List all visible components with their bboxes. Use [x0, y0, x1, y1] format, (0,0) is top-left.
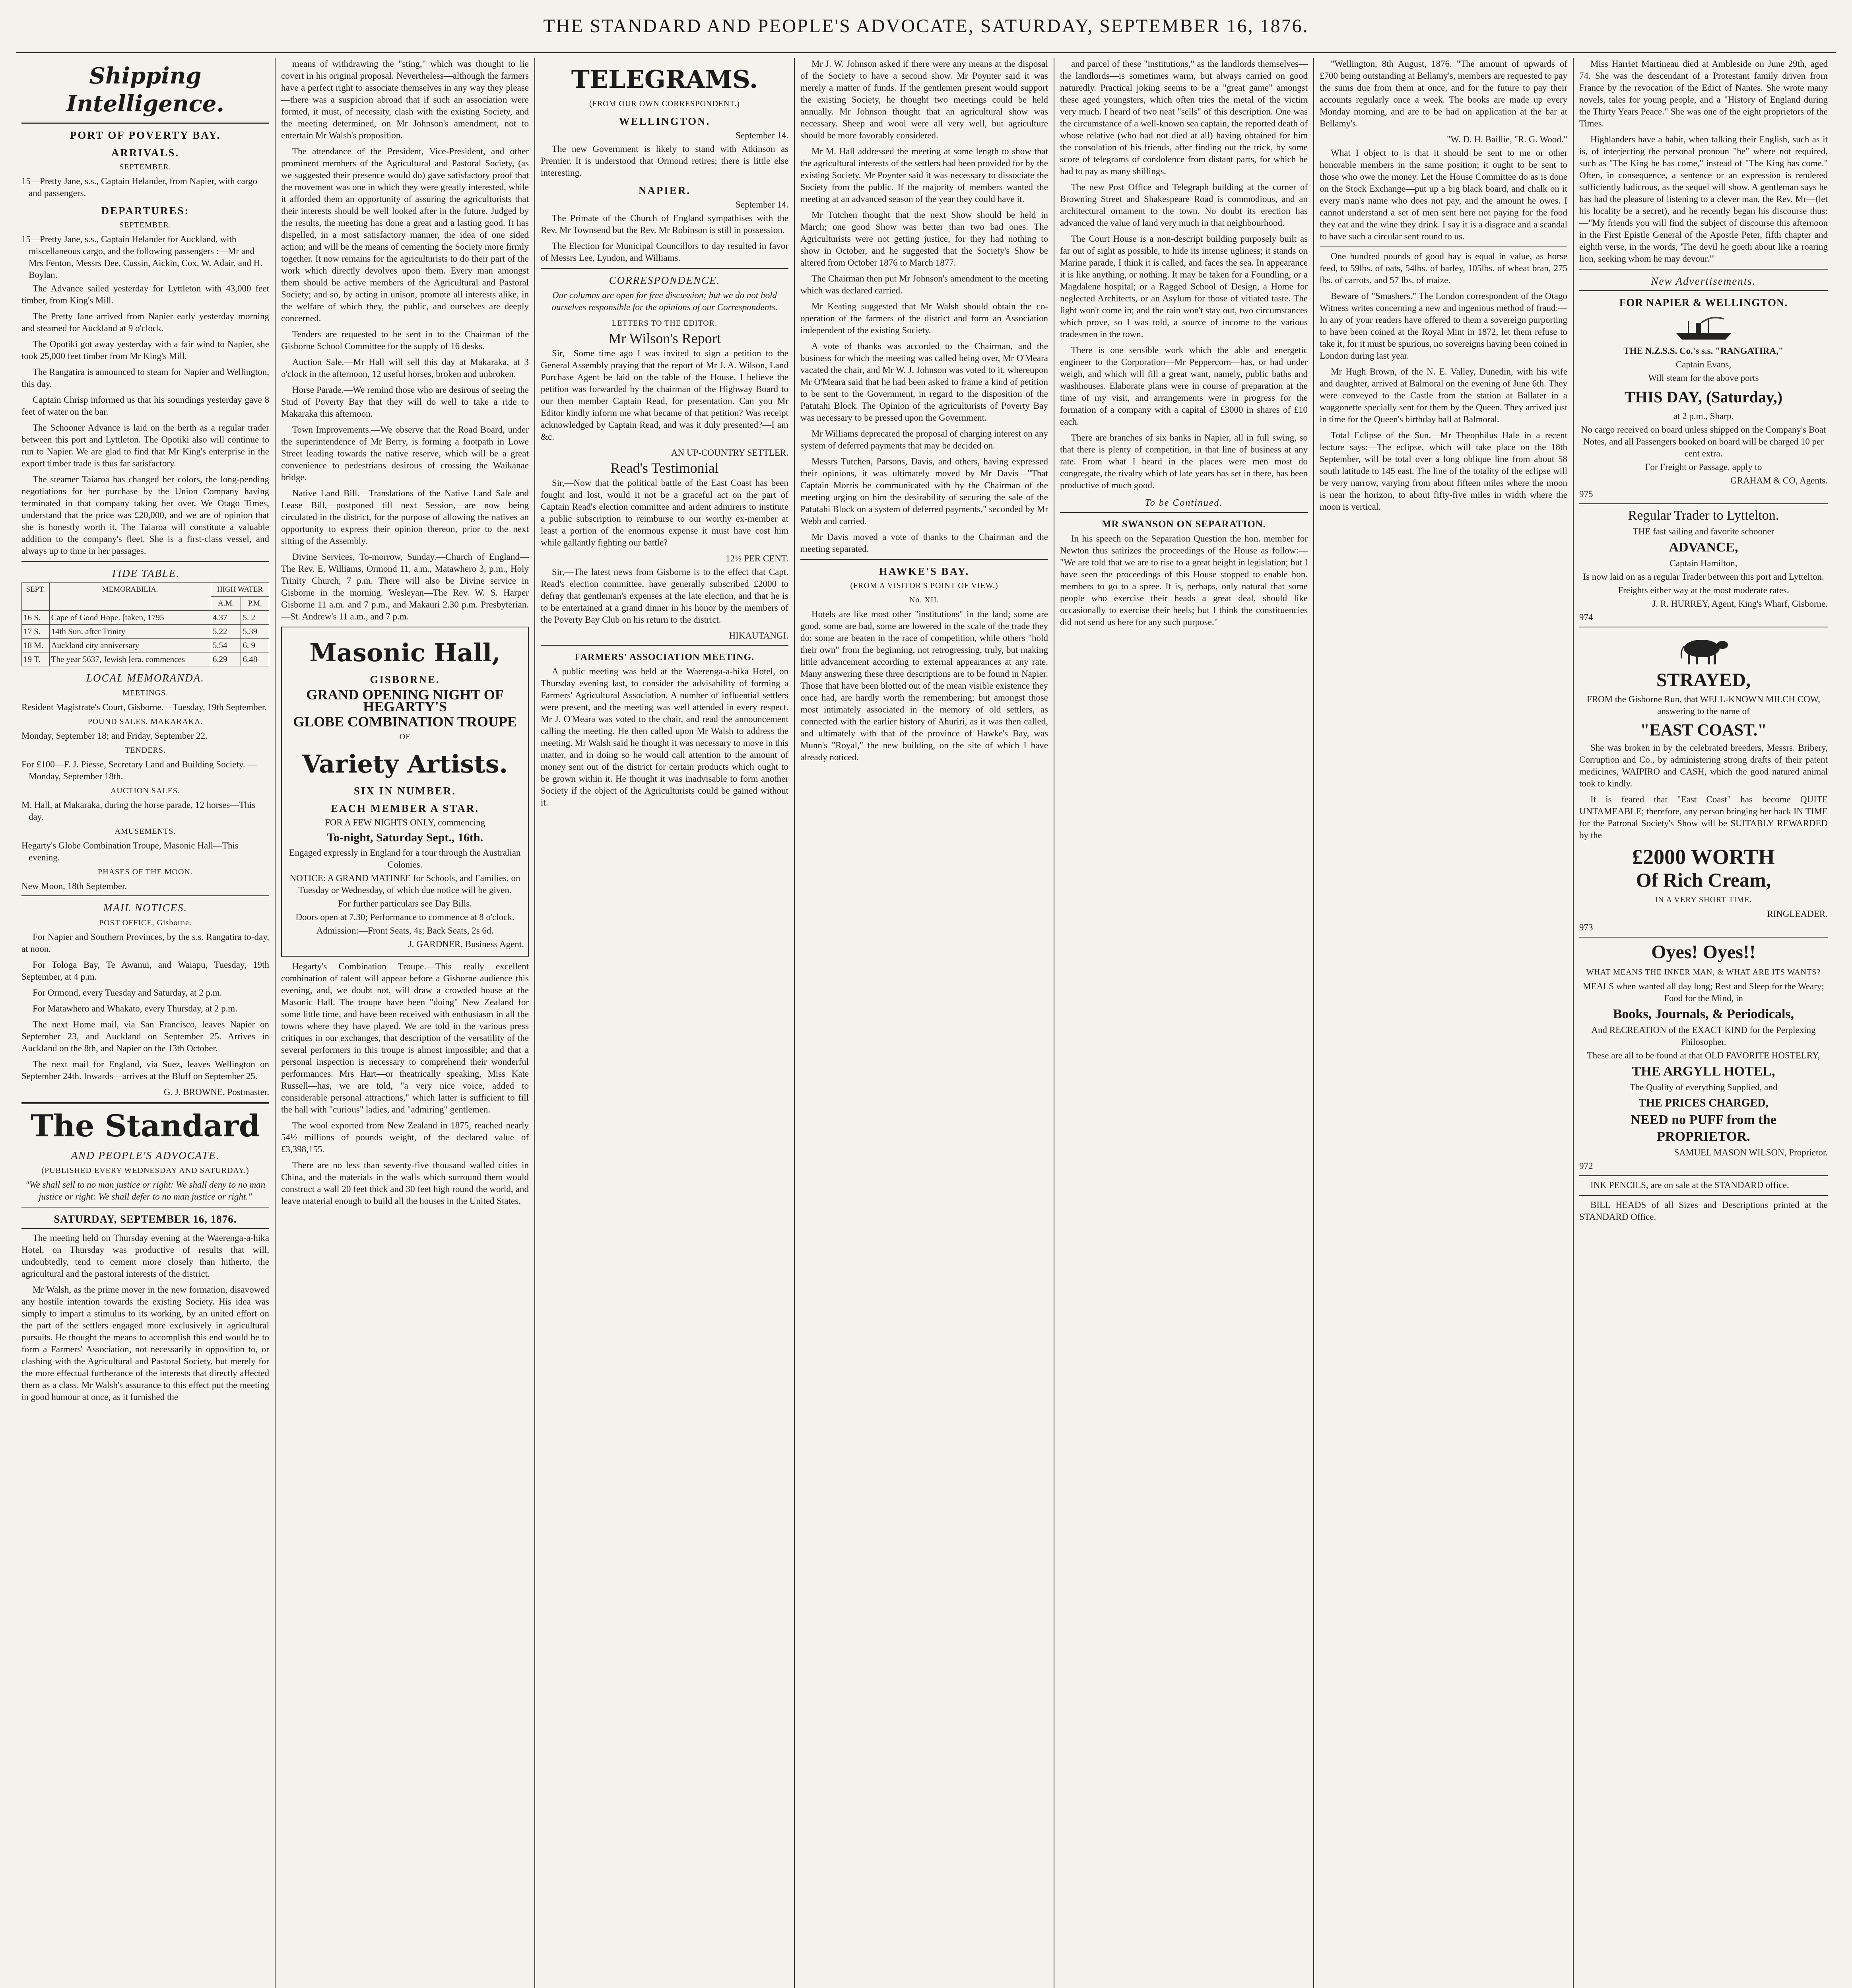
- shipping-news: The Schooner Advance is laid on the berth as a regular trader between this port and Lyttleton. The Opotiki also will continue to run to Napier. We are glad to find that Mr King's enterprise in the export timber trade is thus far satisfactory.: [21, 423, 269, 468]
- wellington-heading: WELLINGTON.: [619, 115, 711, 127]
- ad-text: It is feared that "East Coast" has become QUITE UNTAMEABLE; therefore, any person bringing her back IN TIME for the Patronal Society's Show will be SUITABLY REWARDED by the: [1579, 794, 1828, 840]
- divider: [21, 561, 269, 562]
- tide-table-heading: TIDE TABLE.: [111, 567, 180, 579]
- ad-books: Books, Journals, & Periodicals,: [1613, 1007, 1794, 1021]
- article-paragraph: There are no less than seventy-five thousand walled cities in China, and the materials in the walls which surround them would construct a wall 20 feet thick and 30 feet high round the world, and leave material enough to build all the houses in the United States.: [281, 1160, 529, 1206]
- ad-cream: Of Rich Cream,: [1636, 869, 1771, 891]
- ad-place: GISBORNE.: [370, 674, 440, 685]
- table-row: [22, 652, 269, 666]
- ad-bills: For further particulars see Day Bills.: [338, 899, 472, 909]
- article-paragraph: The wool exported from New Zealand in 1875, reached nearly 54½ millions of pounds weight, of the declared value of £3,398,155.: [281, 1120, 529, 1154]
- mail-notices-heading: MAIL NOTICES.: [103, 902, 188, 914]
- shipping-news: The Advance sailed yesterday for Lyttleton with 43,000 feet timber, from King's Mill.: [21, 283, 269, 305]
- ad-of: OF: [399, 732, 411, 741]
- ad-opening: GRAND OPENING NIGHT OF HEGARTY'S: [306, 687, 504, 714]
- ad-rates: Freights either way at the most moderate rates.: [1618, 585, 1789, 595]
- columns: [16, 58, 1836, 1988]
- advance-advertisement: [1579, 507, 1828, 623]
- shipping-title: Shipping Intelligence.: [66, 63, 224, 117]
- letter-text: Sir,—Now that the political battle of the East Coast has been fought and lost, would it not be a graceful act on the part of Captain Read's election committee and ardent admirers to institute a public subscription to reimburse to our worthy ex-member at least a portion of the enormous expense it must have cost him while gallantly fighting our battle?: [541, 478, 788, 547]
- article-paragraph: and parcel of these "institutions," as the landlords themselves—the landlords—is sometimes warm, but always carried on good naturedly. Practical joking seems to be a "great game" amongst these aged youngsters, which often tries the metal of the victim very much. I heard of two neat "sells" of this description. One was the circumstance of a well-known sea captain, the reported death of whose relative (who had not died at all) having obtained for him the consolation of his friends, after finding out the trick, by some score of telegrams of condolence from distant parts, for which he had to pay as many shillings.: [1060, 59, 1308, 176]
- ad-reward: £2000 WORTH: [1632, 845, 1775, 869]
- strayed-advertisement: [1579, 631, 1828, 934]
- ad-number: 974: [1579, 612, 1593, 622]
- ad-star: EACH MEMBER A STAR.: [330, 802, 480, 814]
- article-paragraph: A vote of thanks was accorded to the Chairman, and the business for which the meeting was called being over, Mr O'Meara vacated the chair, and Mr W. J. Johnson was voted to it, whereupon Mr O'Meara said that he had been asked to frame a kind of petition to be sent to the Government, in regard to the disposition of the Patutahi Block. The Opinion of the agriculturists of Poverty Bay was necessary to be pressed upon the Government.: [800, 341, 1048, 423]
- arrivals-month: SEPTEMBER.: [119, 163, 171, 171]
- farmers-heading: FARMERS' ASSOCIATION MEETING.: [575, 652, 755, 662]
- tide-header-memorabilia: MEMORABILIA.: [49, 583, 211, 611]
- ad-time: at 2 p.m., Sharp.: [1673, 411, 1734, 421]
- table-cell: 16 S.: [22, 611, 50, 625]
- dateline: September 14.: [736, 130, 788, 140]
- divider: [21, 1228, 269, 1229]
- divider: [1579, 1175, 1828, 1176]
- article-paragraph: Total Eclipse of the Sun.—Mr Theophilus Hale in a recent lecture says:—The eclipse, which will take place on the 18th September, will be total over a long oblique line from about 58 south latitude to 145 east. The line of the totality of the eclipse will be very narrow, varying from about fifteen miles where the moon is near the horizon, to about fifty-five miles in width where the moon is vertical.: [1320, 430, 1567, 512]
- column-7: [1574, 58, 1833, 1988]
- telegram-text: The Election for Municipal Councillors to day resulted in favor of Messrs Lee, Lyndon, and Williams.: [541, 241, 788, 263]
- column-6: [1314, 58, 1574, 1988]
- divider: [1579, 290, 1828, 291]
- table-row: [22, 625, 269, 639]
- mail-entry: The next mail for England, via Suez, leaves Wellington on September 24th. Inwards—arrives at the Bluff on September 25.: [21, 1059, 269, 1081]
- ad-tonight: To-night, Saturday Sept., 16th.: [326, 831, 483, 844]
- article-paragraph: Hegarty's Combination Troupe.—This really excellent combination of talent will appear before a Gisborne audience this evening, and, we doubt not, will draw a crowded house at the Masonic Hall. The troupe have been "doing" New Zealand for some little time, and have been received with enthusiasm in all the towns where they have played. We are told in the various press critiques in our exchanges, that description of the versatility of the several performers in this troupe is almost impossible; and that a personal inspection is necessary to comprehend their wonderful performances. Mrs Hart—or theatrically speaking, Miss Kate Russell—has, we are told, "a very nice voice, added to considerable personal attractions," which latter is sufficient to fill the hall with "curious" ladies, and "admiring" gentlemen.: [281, 961, 529, 1114]
- table-cell: 4.37: [211, 611, 241, 625]
- telegrams-heading: TELEGRAMS.: [571, 65, 758, 94]
- letter-signature: 12½ PER CENT.: [725, 553, 788, 563]
- divider: [21, 1102, 269, 1104]
- telegram-text: The new Government is likely to stand with Atkinson as Premier. It is understood that Ormond retires; there is little else interesting.: [541, 144, 788, 178]
- memoranda-entry: Monday, September 18; and Friday, September 22.: [21, 731, 208, 741]
- divider: [1579, 269, 1828, 270]
- divider: [1060, 512, 1308, 513]
- local-memoranda-heading: LOCAL MEMORANDA.: [86, 672, 204, 684]
- tide-header-pm: P.M.: [241, 597, 269, 611]
- ad-text: She was broken in by the celebrated breeders, Messrs. Bribery, Corruption and Co., by administering strong drafts of their patent medicines, WAIPIRO and CASH, which the good natured animal took to kindly.: [1579, 743, 1828, 788]
- local-news: Auction Sale.—Mr Hall will sell this day at Makaraka, at 3 o'clock in the afternoon, 12 useful horses, broken and unbroken.: [281, 357, 529, 379]
- memoranda-entry: New Moon, 18th September.: [21, 881, 127, 891]
- ad-doors: Doors open at 7.30; Performance to commence at 8 o'clock.: [295, 912, 514, 922]
- table-cell: 17 S.: [22, 625, 50, 639]
- dateline: September 14.: [736, 200, 788, 210]
- column-5: [1054, 58, 1314, 1988]
- article-paragraph: Highlanders have a habit, when talking their English, such as it is, of interjecting the personal pronoun "he" where not required, such as "The King he has come," instead of "The King has come." Often, in consequence, a sentence or an expression is rendered sufficiently ludicrous, as the sequel will show. A gentleman says he has had the pleasure of listening to a clever man, the Rev. Mr—(let his locality be a secret), and he recently began his discourse thus:—"My friends you will find the subject of discourse this afternoon in the First Epistle General of the Apostle Peter, fifth chapter and eighth verse, in the words, 'The devil he goeth about like a roaring lion, seeking whom he may devour.'": [1579, 134, 1828, 264]
- ad-agent: GRAHAM & CO, Agents.: [1730, 476, 1828, 485]
- arrivals-heading: ARRIVALS.: [111, 147, 180, 159]
- tide-table: [21, 582, 269, 666]
- table-cell: 5.22: [211, 625, 241, 639]
- meetings-heading: MEETINGS.: [122, 689, 169, 697]
- leader-paragraph: The meeting held on Thursday evening at the Waerenga-a-hika Hotel, on Thursday was productive of results that will, undoubtedly, tend to cement more closely than hitherto, the agricultural and the pastoral interests of the district.: [21, 1233, 269, 1279]
- ad-meals: MEALS when wanted all day long; Rest and Sleep for the Weary; Food for the Mind, in: [1583, 981, 1824, 1003]
- shipping-news: The Rangatira is announced to steam for Napier and Wellington, this day.: [21, 367, 269, 389]
- article-paragraph: "Wellington, 8th August, 1876. "The amount of upwards of £700 being outstanding at Bellamy's, members are requested to pay the sums due from them at once, and for the future to pay their accounts regularly once a week. The books are made up every Monday morning, and are to be had on application at the bar at Bellamy's.: [1320, 59, 1567, 128]
- article-paragraph: Mr M. Hall addressed the meeting at some length to show that the agricultural interests of the settlers had been provided for by the existing Society. Mr Poynter said it was necessary to dissociate the Society from the public. If the majority of members wanted the meeting at an advanced season of the year they could have it.: [800, 146, 1048, 204]
- tide-header-am: A.M.: [211, 597, 241, 611]
- article-paragraph: Hotels are like most other "institutions" in the land; some are good, some are bad, some are lowered in the scale of the trade they do; some are beaten in the race of competition, while others "hold their own" from the beginning, not retrogressing, truly, but making little advancement according to external appearances at any rate. Many answering these three descriptions are to be found in Napier. Those that have been blotted out of the mean visible existence they once had, are hardly worth the remembering; but amongst those most intimately associated in the memory of old settlers, as connected with the earlier history of Ahuriri, as it was then called, and ultimately with that of the province of Hawke's Bay, was Munn's "Royal," the new building, on the site of which I have already noticed.: [800, 609, 1048, 762]
- departures-heading: DEPARTURES:: [101, 205, 190, 217]
- table-cell: 6. 9: [241, 639, 269, 652]
- ad-variety: Variety Artists.: [302, 749, 508, 779]
- ad-admission: Admission:—Front Seats, 4s; Back Seats, 2s 6d.: [316, 926, 494, 936]
- ad-agent: J. GARDNER, Business Agent.: [408, 939, 524, 949]
- article-paragraph: Beware of "Smashers." The London correspondent of the Otago Witness writes concerning a new and ingenious method of fraud:—In any of your readers have offered to them a sovereign purporting to have been coined at the Royal Mint in 1872, let them refuse to take it, for it must be spurious, no sovereigns having been coined in London during last year.: [1320, 291, 1567, 361]
- table-cell: 5.54: [211, 639, 241, 652]
- amusements-heading: AMUSEMENTS.: [115, 827, 176, 836]
- article-paragraph: One hundred pounds of good hay is equal in value, as horse feed, to 59lbs. of oats, 54lbs. of barley, 105lbs. of wheat bran, 275 lbs. of carrots, and 57 lbs. of maize.: [1320, 251, 1567, 285]
- leader-paragraph: Mr Walsh, as the prime mover in the new formation, disavowed any hostile intention towards the existing Society. His idea was simply to impart a stimulus to its working, by an united effort on the part of the settlers engaged more exclusively in agricultural pursuits. He thought the means to accomplish this end would be to form a Farmers' Association, not necessarily in opposition to, or clashing with the Agricultural and Pastoral Society, but merely for the more effectual furtherance of the interests that directly affected them as a class. Mr Walsh's assurance to this effect put the meeting in good humour at once, as it furnished the: [21, 1285, 269, 1402]
- masonic-hall-advertisement: [281, 627, 529, 957]
- paper-motto: "We shall sell to no man justice or right: We shall deny to no man justice or right: We shall defer to no man justice or right.": [25, 1180, 266, 1202]
- ad-number: 973: [1579, 922, 1593, 932]
- post-office-heading: POST OFFICE, Gisborne.: [99, 918, 192, 927]
- paper-publication-note: (PUBLISHED EVERY WEDNESDAY AND SATURDAY.): [41, 1166, 249, 1175]
- ad-freight: For Freight or Passage, apply to: [1645, 462, 1762, 472]
- local-news: Native Land Bill.—Translations of the Native Land Sale and Lease Bill,—postponed till next Session,—are now being circulated in the district, for the purpose of allowing the natives an opportunity to express their opinion thereon, prior to the next sitting of the Assembly.: [281, 488, 529, 546]
- article-paragraph: Mr Keating suggested that Mr Walsh should obtain the co-operation of the farmers of the district and form an Association independent of the existing Society.: [800, 301, 1048, 335]
- article-paragraph: What I object to is that it should be sent to me or other honorable members in the same position; it ought to be sent to those who owe the money. Let the House Committee do as is done on the Stock Exchange—put up a big black board, and chalk on it every man's name who does not pay, and the amount he owes. I cannot understand a set of men sent here not paying for the food they eat and the wine they drink. I say it is a disgrace and a scandal to have such a circular sent round to us.: [1320, 148, 1567, 241]
- tide-header-high-water: HIGH WATER: [211, 583, 269, 597]
- table-row: [22, 639, 269, 652]
- ad-short: IN A VERY SHORT TIME.: [1655, 895, 1752, 904]
- article-paragraph: The attendance of the President, Vice-President, and other prominent members of the Agricultural and Pastoral Society, (as we suggested their presence would do) gave satisfactory proof that the movement was one in which they were greatly interested, while it afforded them an opportunity of assuring the agriculturists that their interests should be well looked after in the future. Judged by the results, the meeting has done a great and a lasting good. It has dispelled, in a most satisfactory manner, the idea of one sided action; and will be the means of cementing the Society more firmly together. It now remains for the agriculturists to do their part of the work which directly devolves upon them. Every man amongst them should be active members of the Agricultural and Pastoral Society; and so, by acting in unison, promote all interests alike, in the welfare of which they, the public, and ourselves are deeply concerned.: [281, 146, 529, 323]
- ad-number: 972: [1579, 1161, 1593, 1171]
- local-news: Tenders are requested to be sent in to the Chairman of the Gisborne School Committee for the supply of 16 desks.: [281, 329, 529, 351]
- telegrams-subheading: (FROM OUR OWN CORRESPONDENT.): [589, 99, 740, 108]
- ad-text: FROM the Gisborne Run, that WELL-KNOWN MILCH COW, answering to the name of: [1586, 694, 1821, 716]
- notice-signature: "W. D. H. Baillie, "R. G. Wood.": [1447, 134, 1567, 144]
- ad-puff: NEED no PUFF from the: [1631, 1112, 1776, 1127]
- ad-leave: Will steam for the above ports: [1648, 373, 1759, 383]
- ad-troupe: GLOBE COMBINATION TROUPE: [293, 714, 517, 730]
- argyll-hotel-advertisement: [1579, 941, 1828, 1172]
- mail-entry: For Matawhero and Whakato, every Thursday, at 2 p.m.: [33, 1004, 238, 1013]
- article-paragraph: Mr Davis moved a vote of thanks to the Chairman and the meeting separated.: [800, 532, 1048, 554]
- ad-title: STRAYED,: [1656, 670, 1751, 691]
- ad-notice: NOTICE: A GRAND MATINEE for Schools, and Families, on Tuesday or Wednesday, of which due notice will be given.: [289, 873, 520, 895]
- moon-heading: PHASES OF THE MOON.: [98, 868, 193, 876]
- port-heading: PORT OF POVERTY BAY.: [70, 129, 221, 141]
- ad-six: SIX IN NUMBER.: [353, 785, 456, 797]
- column-1: [16, 58, 276, 1988]
- departures-month: SEPTEMBER.: [119, 221, 171, 229]
- ad-engaged: Engaged expressly in England for a tour through the Australian Colonies.: [289, 848, 521, 870]
- table-cell: 6.29: [211, 652, 241, 666]
- mail-entry: For Tologa Bay, Te Awanui, and Waiapu, Tuesday, 19th September, at 4 p.m.: [21, 960, 269, 982]
- mail-entry: For Napier and Southern Provinces, by the s.s. Rangatira to-day, at noon.: [21, 932, 269, 954]
- table-cell: The year 5637, Jewish [era. commences: [49, 652, 211, 666]
- correspondence-note: Our columns are open for free discussion; but we do not hold ourselves responsible for the opinions of our Correspondents.: [551, 290, 778, 312]
- shipping-news: Captain Chrisp informed us that his soundings yesterday gave 8 feet of water on the bar.: [21, 395, 269, 417]
- ad-signature: SAMUEL MASON WILSON, Proprietor.: [1674, 1147, 1828, 1157]
- ad-day: THIS DAY, (Saturday,): [1624, 388, 1783, 406]
- ad-question: WHAT MEANS THE INNER MAN, & WHAT ARE ITS WANTS?: [1586, 968, 1821, 977]
- hawkes-bay-subheading: (FROM A VISITOR'S POINT OF VIEW.): [850, 581, 998, 590]
- article-paragraph: Mr Williams deprecated the proposal of charging interest on any system of deferred payments that may be decided on.: [800, 429, 1048, 450]
- local-news: Town Improvements.—We observe that the Road Board, under the superintendence of Mr Berry, is forming a footpath in Lowe Street leading towards the native reserve, which will be a great convenience to pedestrians desirous of crossing the Waikanae bridge.: [281, 425, 529, 482]
- memoranda-entry: M. Hall, at Makaraka, during the horse parade, 12 horses—This day.: [21, 800, 256, 822]
- article-paragraph: The Court House is a non-descript building purposely built as far out of sight as possible, to hide its intense ugliness; it stands on Marine parade, I think it is called, and faces the sea. In appearance it is like anything, or nothing. It may be taken for a Foundling, or a Magdalene hospital; or a Ragged School of Design, a Home for neglected Architects, or an Asylum for those of vitiated taste. The light won't come in; and the rain won't stay out, two circumstances which prove, so I was told, a source of income to the various tradesmen in the town.: [1060, 234, 1308, 339]
- column-2: [276, 58, 535, 1988]
- ad-nights: FOR A FEW NIGHTS ONLY, commencing: [324, 817, 485, 827]
- ad-title: Masonic Hall,: [309, 638, 501, 667]
- ad-text: Is now laid on as a regular Trader between this port and Lyttelton.: [1583, 572, 1824, 582]
- ad-hotel: THE ARGYLL HOTEL,: [1632, 1064, 1775, 1079]
- ad-number: 975: [1579, 489, 1593, 499]
- telegram-text: The Primate of the Church of England sympathises with the Rev. Mr Townsend but the Rev. Mr Robinson is still in possession.: [541, 213, 788, 235]
- napier-heading: NAPIER.: [638, 184, 691, 196]
- article-paragraph: Miss Harriet Martineau died at Ambleside on June 29th, aged 74. She was the descendant of a Protestant family driven from France by the revocation of the Edict of Nantes. She wrote many novels, tales for young people, and a "History of England during the Thirty Years Peace." She was one of the eight proprietors of the Times.: [1579, 59, 1828, 128]
- shipping-news: The Pretty Jane arrived from Napier early yesterday morning and steamed for Auckland at 9 o'clock.: [21, 311, 269, 333]
- paper-subtitle: AND PEOPLE'S ADVOCATE.: [71, 1149, 220, 1161]
- ad-captain: Captain Hamilton,: [1670, 558, 1737, 568]
- letter-text: Sir,—Some time ago I was invited to sign a petition to the General Assembly praying that the report of Mr J. A. Wilson, Land Purchase Agent be laid on the table of the House, I believe the petition was forwarded by the chairman of the Highway Board to our then member Captain Read, for presentation. Can you Mr Editor kindly inform me what became of that petition? Was receipt acknowledged by Captain Read, and was it duly presented?—I am &c.: [541, 348, 788, 442]
- new-ads-heading: New Advertisements.: [1651, 275, 1756, 287]
- ad-recreation: And RECREATION of the EXACT KIND for the Perplexing Philosopher.: [1591, 1025, 1816, 1047]
- letter-signature: HIKAUTANGI.: [729, 631, 788, 641]
- divider: [21, 122, 269, 124]
- local-news: Divine Services, To-morrow, Sunday.—Church of England—The Rev. E. Williams, Ormond 11, a.m., Matawhero 3, p.m., Holy Trinity Church, 7 p.m. There will also be Divine service in Gisborne in the morning. Wesleyan—The Rev. W. S. Harper Gisborne 11 a.m. and 7 p.m., and Makauri 2.30 p.m. Presbyterian.—St. Andrew's 11 a.m., and 7 p.m.: [281, 552, 529, 621]
- correspondence-heading: CORRESPONDENCE.: [609, 274, 720, 286]
- ad-prices: THE PRICES CHARGED,: [1638, 1097, 1769, 1109]
- article-paragraph: Mr Hugh Brown, of the N. E. Valley, Dunedin, with his wife and daughter, arrived at Balmoral on the evening of June 6th. They were conveyed to the Castle from the station at Ballater in a waggonette specially sent for them by the Queen. They arrived just in time for the Queen's birthday ball at Balmoral.: [1320, 367, 1567, 424]
- table-cell: Cape of Good Hope. [taken, 1795: [49, 611, 211, 625]
- ad-signature: RINGLEADER.: [1767, 909, 1828, 919]
- to-be-continued: To be Continued.: [1145, 498, 1223, 508]
- departure-entry: 15—Pretty Jane, s.s., Captain Helander for Auckland, with miscellaneous cargo, and the following passengers :—Mr and Mrs Fenton, Messrs Dee, Cussin, Aickin, Cox, W. Adair, and H. Boylan.: [21, 234, 263, 280]
- table-cell: 14th Sun. after Trinity: [49, 625, 211, 639]
- letter-text: Sir,—The latest news from Gisborne is to the effect that Capt. Read's election committee, have generally subscribed £2000 to defray that gentleman's expenses at the late election, and that he is to be entertained at a grand dinner in his honor by the members of the Poverty Bay Club on his return to the district.: [541, 567, 788, 625]
- bill-heads-ad: BILL HEADS of all Sizes and Descriptions printed at the STANDARD Office.: [1579, 1200, 1828, 1222]
- ad-title: Oyes! Oyes!!: [1651, 942, 1756, 963]
- article-paragraph: In his speech on the Separation Question the hon. member for Newton thus satirizes the proceedings of the House as follow:— "We are told that we are to rise to a great height in legislation; but I have seen the proceedings of this House stopped to enable hon. members to go to a spree. It is, perhaps, only natural that some people who exercise their heads a great deal, should like occasionally to exercise their heels; but I think the constituencies did not send us here for any such purpose.": [1060, 534, 1308, 627]
- divider: [541, 268, 788, 269]
- paper-title: The Standard: [31, 1108, 260, 1143]
- masthead: THE STANDARD AND PEOPLE'S ADVOCATE, SATURDAY, SEPTEMBER 16, 1876.: [16, 0, 1836, 53]
- divider: [21, 895, 269, 896]
- table-cell: 5.39: [241, 625, 269, 639]
- article-paragraph: The Chairman then put Mr Johnson's amendment to the meeting which was declared carried.: [800, 274, 1048, 295]
- table-cell: 5. 2: [241, 611, 269, 625]
- shipping-news: The steamer Taiaroa has changed her colors, the long-pending negotiations for her purchase by the Union Company having terminated in that company taking her over. We Otago Times, understand that the price was £20,000, and we are of opinion that she is honestly worth it. The Taiaroa will constitute a valuable addition to the company's fleet. She is a first-class vessel, and always up to time in her passages.: [21, 474, 269, 556]
- divider: [21, 1207, 269, 1208]
- steamship-icon: [1672, 311, 1736, 343]
- tide-header-sept: SEPT.: [22, 583, 50, 611]
- memoranda-entry: Hegarty's Globe Combination Troupe, Masonic Hall—This evening.: [21, 841, 239, 862]
- postmaster-signature: G. J. BROWNE, Postmaster.: [163, 1087, 269, 1097]
- ad-cargo: No cargo received on board unless shipped on the Company's Boat Notes, and all Passengers booked on board will be charged 10 per cent extra.: [1581, 425, 1826, 458]
- pound-heading: POUND SALES. MAKARAKA.: [87, 717, 203, 726]
- ad-captain: Captain Evans,: [1675, 359, 1732, 369]
- memoranda-entry: For £100—F. J. Piesse, Secretary Land and Building Society. — Monday, September 18th.: [21, 759, 257, 781]
- table-cell: 6.48: [241, 652, 269, 666]
- dateline: SATURDAY, SEPTEMBER 16, 1876.: [54, 1213, 237, 1225]
- ad-title: Regular Trader to Lyttelton.: [1628, 508, 1779, 523]
- auction-heading: AUCTION SALES.: [110, 786, 181, 795]
- letter-title: Mr Wilson's Report: [608, 330, 721, 346]
- article-paragraph: means of withdrawing the "sting," which was thought to lie covert in his original proposal. Nevertheless—although the farmers have a perfect right to associate themselves in any way they please—there was a suspicion abroad that if such an association were formed, it must, of necessity, clash with the existing Society, and the meeting determined, on Mr Johnson's amendment, not to entertain Mr Walsh's proposition.: [281, 59, 529, 140]
- letter-title: Read's Testimonial: [610, 460, 719, 476]
- tide-header-row: [22, 583, 269, 597]
- divider: [1579, 937, 1828, 938]
- table-row: [22, 611, 269, 625]
- mail-entry: For Ormond, every Tuesday and Saturday, at 2 p.m.: [33, 988, 222, 998]
- article-paragraph: A public meeting was held at the Waerenga-a-hika Hotel, on Thursday evening last, to consider the advisability of forming a Farmers' Agricultural Association. A number of influential settlers were present, and the meeting was well attended in every respect. Mr J. O'Meara was voted to the chair, and read the announcement calling the meeting. He then called upon Mr Walsh to address the meeting. Mr Walsh said he thought it was necessary to move in this matter, and in doing so he would call attention to the amount of money sent out of the district for certain products which ought to be grown within it. He thought it was inadvisable to form another Society if the object of the Agriculturists could be gained without it.: [541, 666, 788, 808]
- article-paragraph: There are branches of six banks in Napier, all in full swing, so that there is plenty of competition, in that line of business at any rate. From what I heard in the places were men most do congregate, the rivalry which of late years has set in there, has been productive of much good.: [1060, 433, 1308, 490]
- article-paragraph: Mr J. W. Johnson asked if there were any means at the disposal of the Society to have a second show. Mr Poynter said it was merely a matter of funds. If the gentlemen present would support the existing Society, he thought two meetings could be held annually. Mr Johnson thought that an agricultural show was necessary. Sheep and wool were all very well, but agriculture should be more favorably considered.: [800, 59, 1048, 140]
- table-cell: 19 T.: [22, 652, 50, 666]
- ink-pencils-ad: INK PENCILS, are on sale at the STANDARD office.: [1590, 1180, 1789, 1190]
- hawkes-bay-heading: HAWKE'S BAY.: [879, 565, 970, 577]
- ad-desc: THE fast sailing and favorite schooner: [1633, 526, 1774, 536]
- letter-signature: AN UP-COUNTRY SETTLER.: [671, 448, 788, 458]
- rangatira-advertisement: [1579, 297, 1828, 500]
- article-paragraph: Mr Tutchen thought that the next Show should be held in March; one good Show was better than two bad ones. The Agriculturists were not getting justice, for they had nothing to show in October, and he suggested that the Society's Show be altered from October 1876 to March 1877.: [800, 210, 1048, 268]
- column-4: [795, 58, 1054, 1988]
- divider: [800, 559, 1048, 560]
- ad-proprietor: PROPRIETOR.: [1657, 1129, 1750, 1144]
- hawkes-bay-number: No. XII.: [909, 596, 940, 604]
- ad-ship: THE N.Z.S.S. Co.'s s.s. "RANGATIRA,": [1623, 346, 1784, 356]
- memoranda-entry: Resident Magistrate's Court, Gisborne.—Tuesday, 19th September.: [21, 702, 267, 712]
- swanson-heading: MR SWANSON ON SEPARATION.: [1101, 519, 1266, 530]
- arrival-entry: 15—Pretty Jane, s.s., Captain Helander, from Napier, with cargo and passengers.: [21, 176, 258, 198]
- article-paragraph: There is one sensible work which the able and energetic engineer to the Corporation—Mr Peppercorn—has, or had under weigh, and which will fill a great want, namely, public baths and washhouses. Elaborate plans were in course of preparation at the time of my visit, and arrangements were in progress for the formation of a company with a capital of £3000 in shares of £10 each.: [1060, 345, 1308, 427]
- local-news: Horse Parade.—We remind those who are desirous of seeing the Stud of Poverty Bay that they will do well to take a ride to Makaraka this afternoon.: [281, 385, 529, 419]
- divider: [1579, 1195, 1828, 1196]
- article-paragraph: The new Post Office and Telegraph building at the corner of Browning Street and Shakespeare Road is commodious, and an architectural ornament to the town. No doubt its erection has advanced the value of land very much in that neighbourhood.: [1060, 182, 1308, 228]
- ad-quality: The Quality of everything Supplied, and: [1629, 1082, 1778, 1092]
- mail-entry: The next Home mail, via San Francisco, leaves Napier on September 23, and Auckland on September 25. Arrives in Auckland on the 8th, and Napier on the 13th October.: [21, 1019, 269, 1053]
- divider: [1579, 503, 1828, 504]
- letters-heading: LETTERS TO THE EDITOR.: [612, 319, 717, 328]
- ad-agent: J. R. HURREY, Agent, King's Wharf, Gisborne.: [1652, 599, 1828, 609]
- ad-ship: ADVANCE,: [1669, 540, 1738, 555]
- cow-icon: [1674, 631, 1734, 666]
- article-paragraph: Messrs Tutchen, Parsons, Davis, and others, having expressed their opinions, it was ultimately moved by Mr Davis—"That Captain Morris be communicated with by the Chairman of the meeting urging on him the desirability of securing the sale of the Patutahi Block on a system of deferred payments," seconded by Mr Webb and carried.: [800, 456, 1048, 526]
- ad-title: FOR NAPIER & WELLINGTON.: [1619, 297, 1788, 309]
- tenders-heading: TENDERS.: [125, 746, 166, 755]
- divider: [541, 645, 788, 646]
- shipping-news: The Opotiki got away yesterday with a fair wind to Napier, she took 25,000 feet timber from Mr King's Mill.: [21, 339, 269, 361]
- ad-found: These are all to be found at that OLD FAVORITE HOSTELRY,: [1587, 1050, 1820, 1060]
- ad-cow-name: "EAST COAST.": [1640, 721, 1767, 740]
- column-3: [535, 58, 795, 1988]
- table-cell: 18 M.: [22, 639, 50, 652]
- table-cell: Auckland city anniversary: [49, 639, 211, 652]
